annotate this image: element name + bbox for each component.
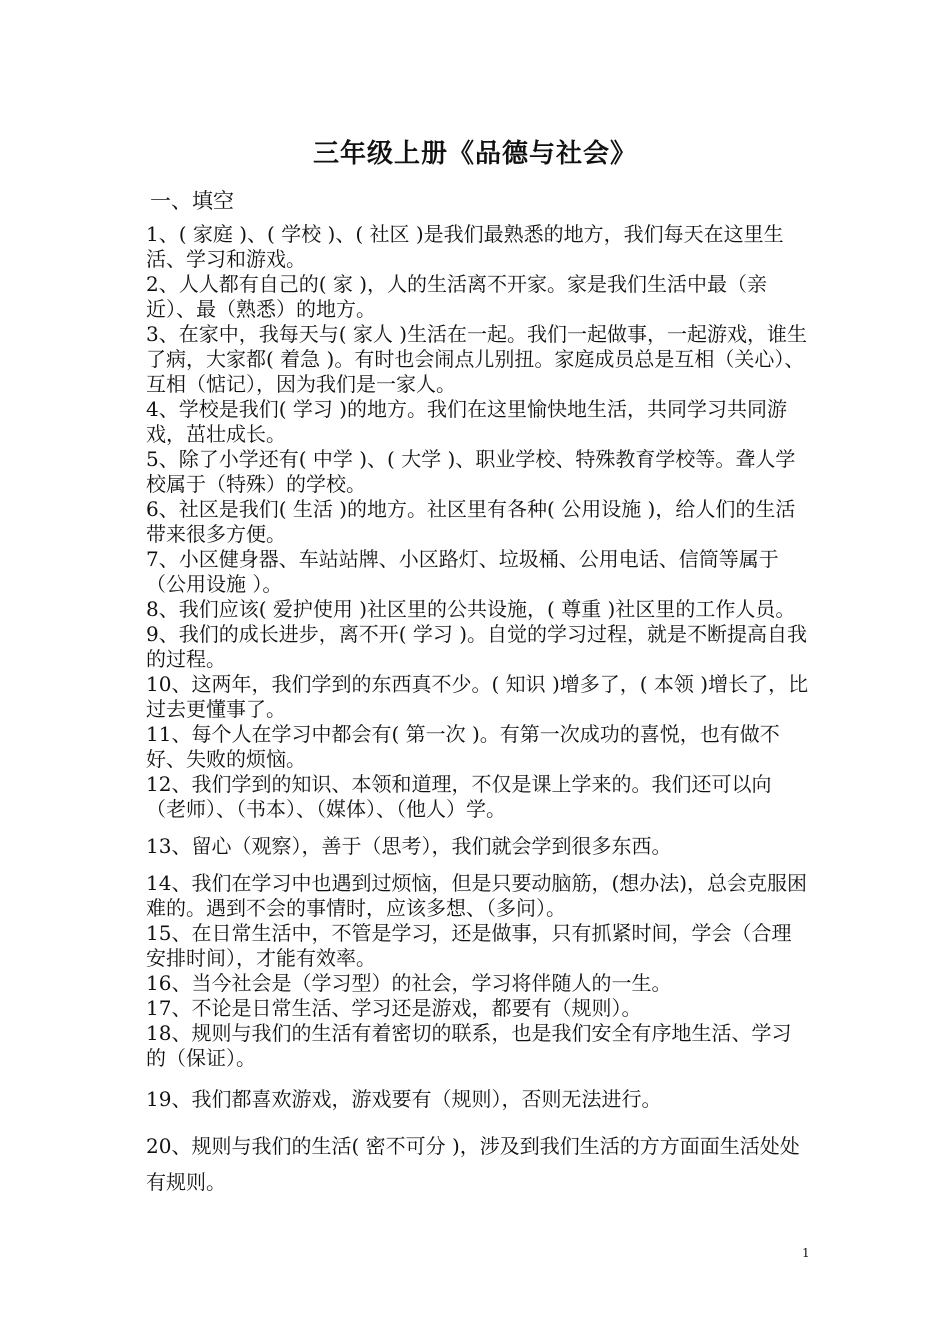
page-number: 1	[802, 1246, 810, 1260]
list-item: 8、我们应该( 爱护使用 )社区里的公共设施，( 尊重 )社区里的工作人员。	[146, 597, 796, 621]
list-item: 15、在日常生活中，不管是学习，还是做事，只有抓紧时间，学会（合理安排时间），才能有效率。	[146, 921, 792, 970]
list-item: 14、我们在学习中也遇到过烦恼，但是只要动脑筋，(想办法)，总会克服困难的。遇到不会的事情时，应该多想、（多问）。	[146, 871, 808, 920]
list-item: 13、留心（观察），善于（思考），我们就会学到很多东西。	[146, 834, 672, 858]
list-item: 19、我们都喜欢游戏，游戏要有（规则），否则无法进行。	[146, 1087, 662, 1111]
list-item: 18、规则与我们的生活有着密切的联系，也是我们安全有序地生活、学习的（保证）。	[146, 1021, 792, 1070]
list-item: 11、每个人在学习中都会有( 第一次 )。有第一次成功的喜悦，也有做不好、失败的烦恼。	[146, 722, 780, 771]
list-item: 10、这两年，我们学到的东西真不少。( 知识 )增多了，( 本领 )增长了，比过去更懂事了。	[146, 672, 809, 721]
list-item: 1、( 家庭 )、( 学校 )、( 社区 )是我们最熟悉的地方，我们每天在这里生活、学习和游戏。	[146, 222, 784, 271]
question-list	[146, 222, 810, 1200]
list-item: 17、不论是日常生活、学习还是游戏，都要有（规则）。	[146, 996, 642, 1020]
section-heading: 一、填空	[150, 189, 234, 213]
list-item: 12、我们学到的知识、本领和道理，不仅是课上学来的。我们还可以向（老师）、（书本）、（媒体）、（他人）学。	[146, 772, 772, 821]
list-item: 5、除了小学还有( 中学 )、( 大学 )、职业学校、特殊教育学校等。聋人学校属于（特殊）的学校。	[146, 447, 796, 496]
list-item: 9、我们的成长进步，离不开( 学习 )。自觉的学习过程，就是不断提高自我的过程。	[146, 622, 808, 671]
list-item: 7、小区健身器、车站站牌、小区路灯、垃圾桶、公用电话、信筒等属于（公用设施 ）。	[146, 547, 779, 596]
list-item: 3、在家中，我每天与( 家人 )生活在一起。我们一起做事，一起游戏，谁生了病，大家都( 着急 )。有时也会闹点儿别扭。家庭成员总是互相（关心）、互相（惦记），因为我们是一家人。	[146, 322, 808, 396]
list-item: 2、人人都有自己的( 家 )，人的生活离不开家。家是我们生活中最（亲近）、最（熟悉）的地方。	[146, 272, 768, 321]
list-item: 16、当今社会是（学习型）的社会，学习将伴随人的一生。	[146, 971, 672, 995]
list-item: 4、学校是我们( 学习 )的地方。我们在这里愉快地生活，共同学习共同游戏，茁壮成长。	[146, 397, 788, 446]
page-title: 三年级上册《品德与社会》	[312, 139, 637, 169]
list-item: 20、规则与我们的生活( 密不可分 )，涉及到我们生活的方方面面生活处处有规则。	[146, 1134, 800, 1194]
list-item: 6、社区是我们( 生活 )的地方。社区里有各种( 公用设施 )，给人们的生活带来很多方便。	[146, 497, 796, 546]
